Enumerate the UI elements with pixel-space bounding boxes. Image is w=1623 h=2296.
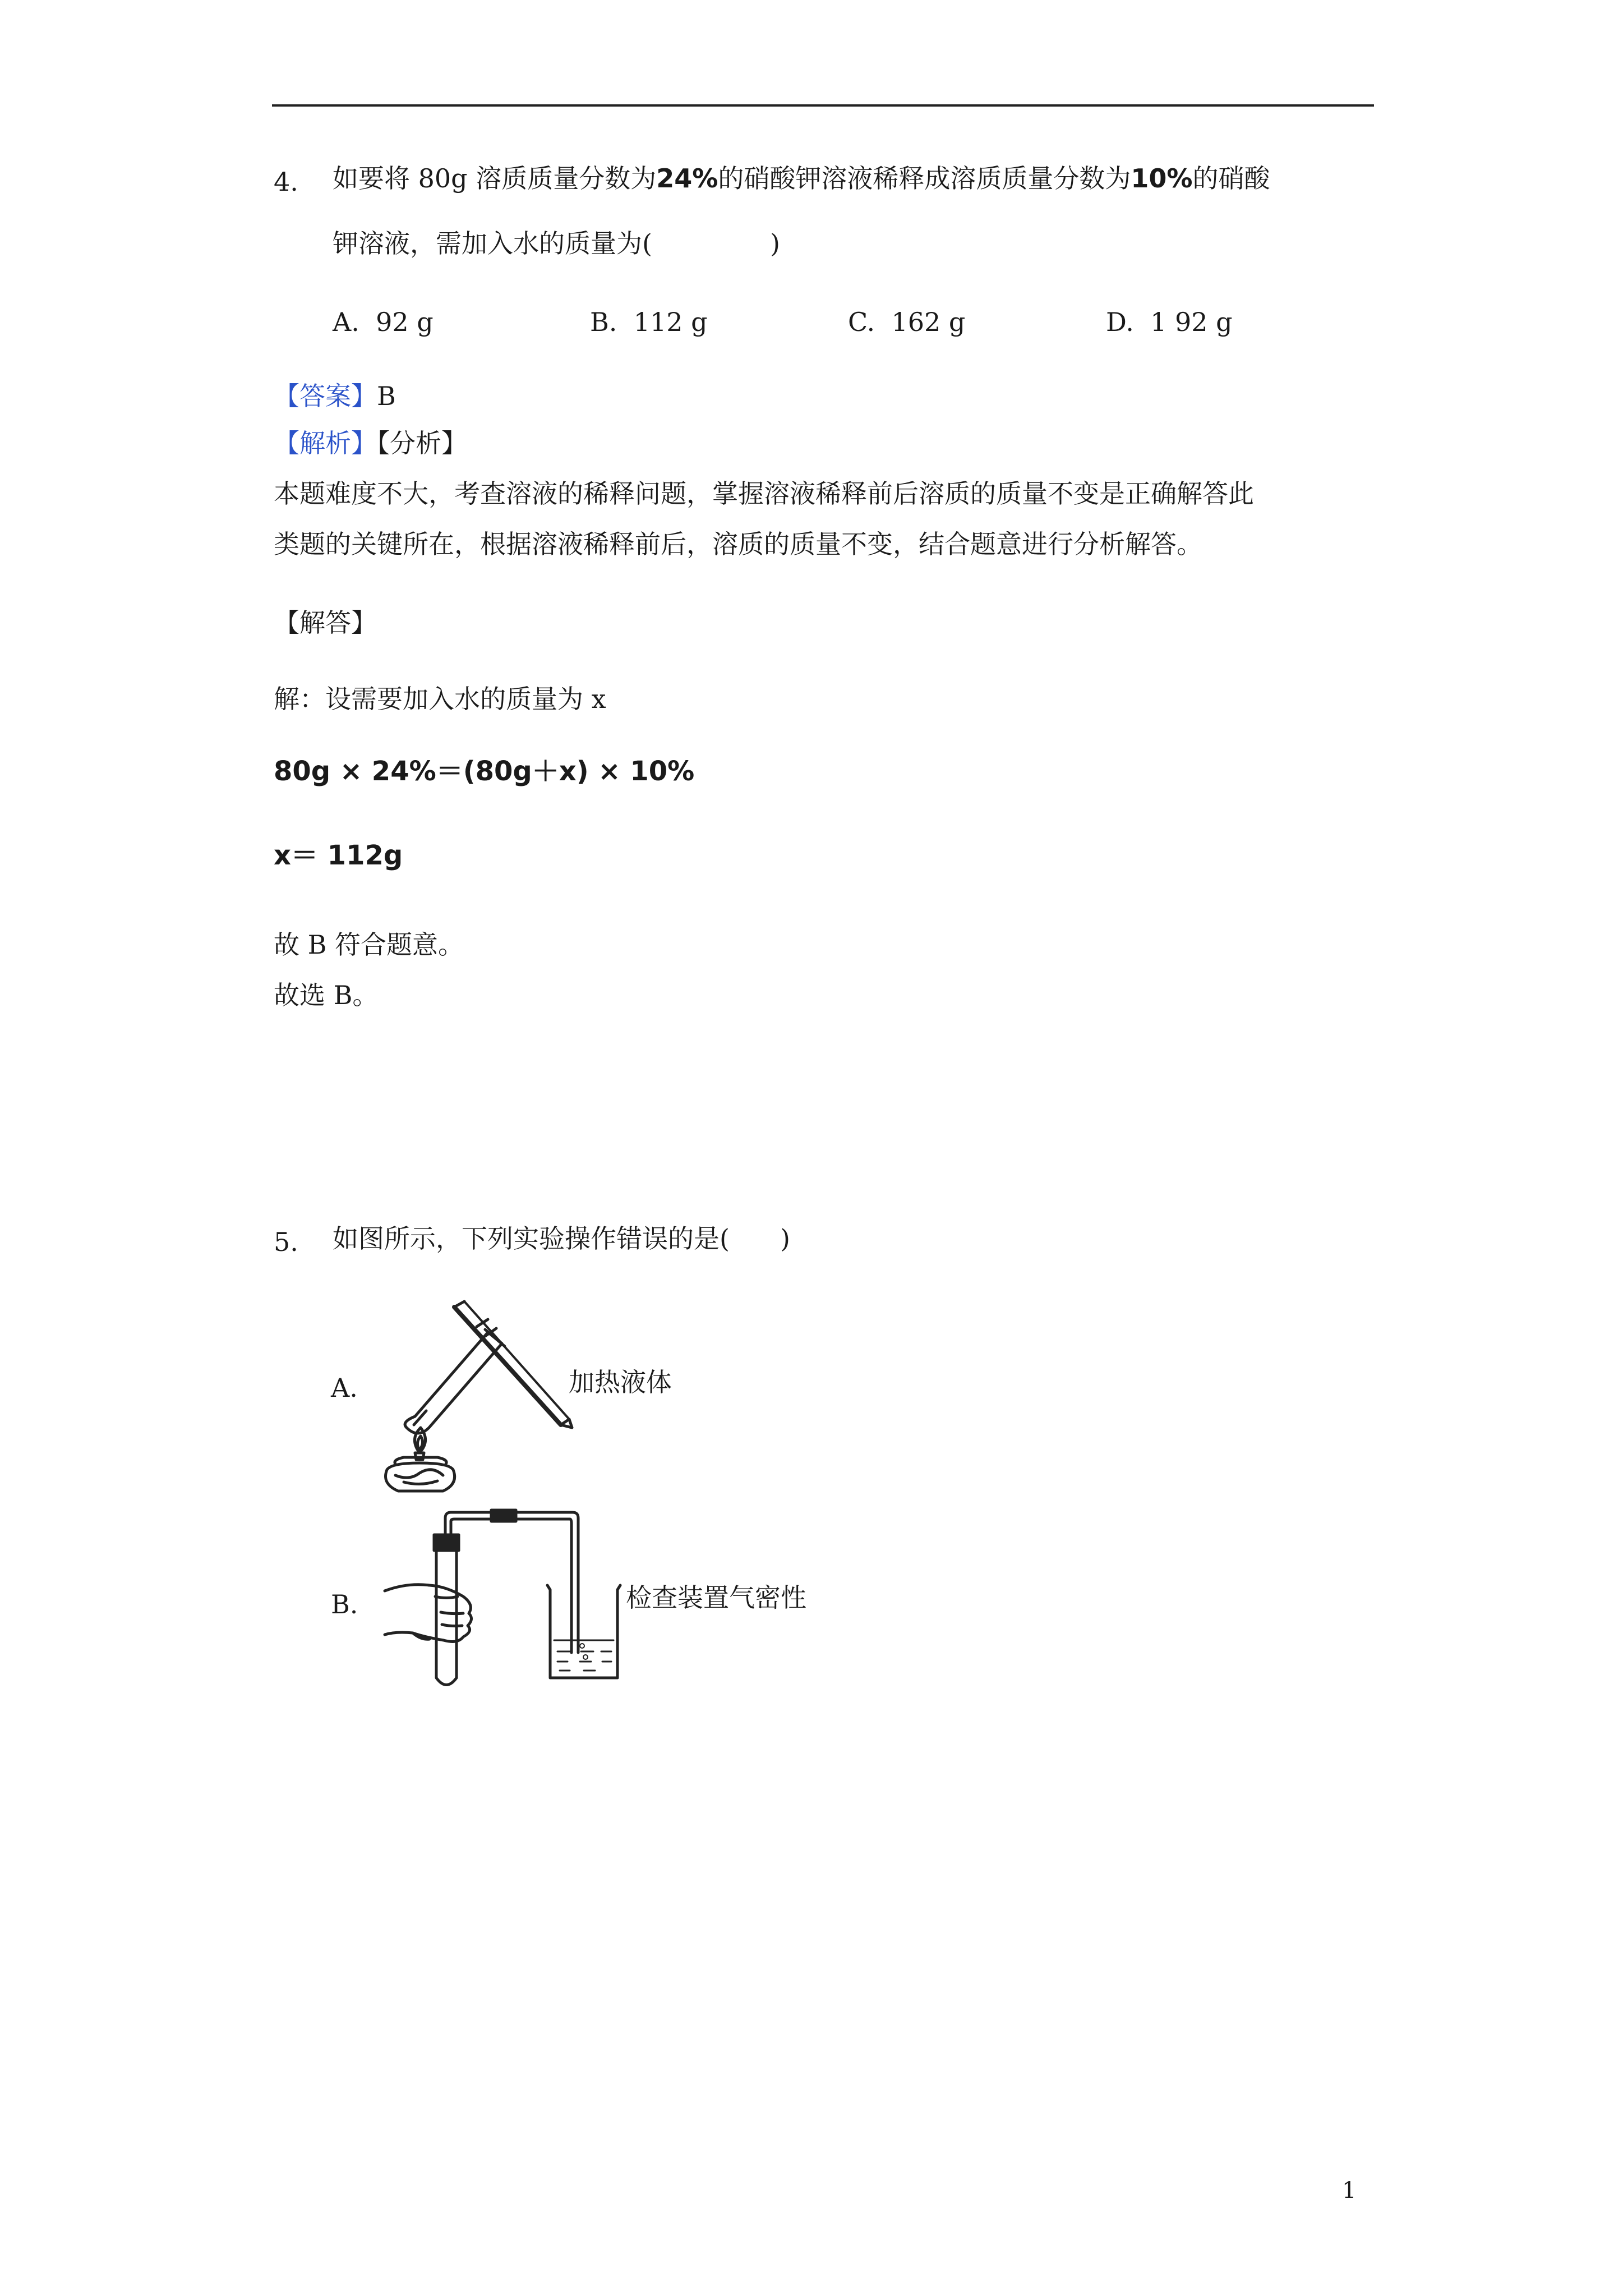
q5-stem-text: 如图所示，下列实验操作错误的是( (333, 1223, 730, 1254)
option-text: 92 g (376, 307, 434, 337)
question-5-number: 5. (274, 1227, 298, 1257)
option-text: 1 92 g (1150, 307, 1233, 337)
option-text: 112 g (633, 307, 708, 337)
analysis-tag: 【解析】 (274, 428, 377, 458)
analysis-text-1: 本题难度不大，考查溶液的稀释问题，掌握溶液稀释前后溶质的质量不变是正确解答此 (274, 478, 1254, 509)
option-label: B. (590, 307, 617, 337)
q4-option-d[interactable] (1106, 306, 1233, 338)
q5-paren-close: ) (780, 1223, 790, 1254)
airtightness-check-figure (379, 1507, 631, 1692)
q5-option-a-label[interactable]: A. (331, 1373, 358, 1403)
q4-line1-text: 如要将 80g 溶质质量分数为 (333, 163, 657, 194)
analysis-subtag: 【分析】 (377, 428, 467, 458)
heating-liquid-figure (370, 1285, 578, 1498)
solution-intro: 解：设需要加入水的质量为 x (274, 684, 606, 714)
formula-result: x＝ 112g (274, 840, 403, 871)
q5-option-b-caption: 检查装置气密性 (626, 1582, 806, 1613)
analysis-text-2: 类题的关键所在，根据溶液稀释前后，溶质的质量不变，结合题意进行分析解答。 (274, 529, 1202, 559)
answer-line (274, 380, 396, 412)
conclusion-2: 故选 B。 (274, 980, 379, 1010)
q5-option-a-caption: 加热液体 (569, 1367, 672, 1397)
question-4-line2 (333, 228, 780, 259)
question-4-number: 4. (274, 167, 298, 197)
q4-option-a[interactable] (333, 306, 434, 338)
q4-option-b[interactable] (590, 306, 708, 338)
q4-pct-10: 10% (1131, 163, 1193, 194)
question-5-stem (333, 1223, 790, 1254)
option-label: A. (333, 307, 359, 337)
question-4-line1 (333, 163, 1270, 194)
q4-option-c[interactable] (848, 306, 965, 338)
option-text: 162 g (891, 307, 966, 337)
q4-line2-text: 钾溶液，需加入水的质量为( (333, 228, 652, 259)
q4-pct-24: 24% (656, 163, 718, 194)
conclusion-1: 故 B 符合题意。 (274, 930, 464, 960)
q4-line1b-text: 的硝酸钾溶液稀释成溶质质量分数为 (718, 163, 1131, 194)
page-number: 1 (1342, 2178, 1357, 2203)
q5-option-b-label[interactable]: B. (331, 1589, 358, 1619)
q4-paren-close: ) (769, 228, 780, 259)
analysis-line (274, 427, 467, 459)
answer-tag: 【答案】 (274, 381, 377, 411)
q4-line1c-text: 的硝酸 (1192, 163, 1270, 194)
option-label: D. (1106, 307, 1134, 337)
option-label: C. (848, 307, 875, 337)
header-rule (272, 104, 1374, 107)
answer-value: B (377, 381, 396, 411)
formula-equation: 80g × 24%＝(80g＋x) × 10% (274, 756, 695, 787)
solution-tag: 【解答】 (274, 608, 377, 638)
